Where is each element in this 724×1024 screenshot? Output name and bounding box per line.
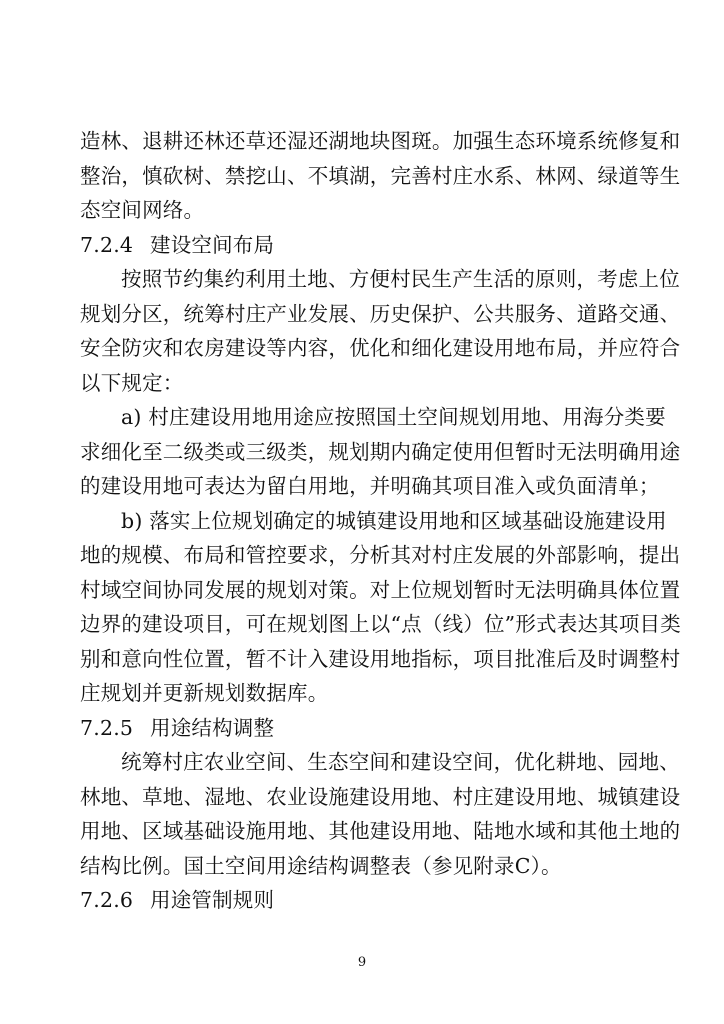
section-title: 用途管制规则: [150, 888, 275, 912]
paragraph-line: 统筹村庄农业空间、生态空间和建设空间，优化耕地、园地、: [121, 750, 680, 774]
paragraph-line: 态空间网络。: [80, 198, 205, 222]
paragraph-line: 庄规划并更新规划数据库。: [80, 681, 329, 705]
list-item-b: b) 落实上位规划确定的城镇建设用地和区域基础设施建设用: [121, 509, 667, 533]
section-heading-7-2-5: [80, 715, 274, 741]
paragraph-line: 以下规定：: [80, 371, 184, 395]
paragraph-line: 村域空间协同发展的规划对策。对上位规划暂时无法明确具体位置: [80, 578, 681, 602]
page-number: 9: [357, 955, 367, 970]
paragraph-line: 安全防灾和农房建设等内容，优化和细化建设用地布局，并应符合: [80, 336, 681, 360]
paragraph-line: 的建设用地可表达为留白用地，并明确其项目准入或负面清单；: [80, 474, 660, 498]
section-number: 7.2.4: [80, 233, 134, 257]
paragraph-line: 规划分区，统筹村庄产业发展、历史保护、公共服务、道路交通、: [80, 302, 681, 326]
list-item-a: a) 村庄建设用地用途应按照国土空间规划用地、用海分类要: [121, 405, 666, 429]
paragraph-line: 造林、退耕还林还草还湿还湖地块图斑。加强生态环境系统修复和: [80, 129, 681, 153]
paragraph-line: 别和意向性位置，暂不计入建设用地指标，项目批准后及时调整村: [80, 647, 681, 671]
paragraph-line: 求细化至二级类或三级类，规划期内确定使用但暂时无法明确用途: [80, 440, 681, 464]
section-title: 建设空间布局: [150, 233, 275, 257]
section-number: 7.2.6: [80, 888, 134, 912]
section-heading-7-2-4: [80, 232, 274, 258]
section-number: 7.2.5: [80, 716, 134, 740]
paragraph-line: 林地、草地、湿地、农业设施建设用地、村庄建设用地、城镇建设: [80, 785, 681, 809]
section-heading-7-2-6: [80, 887, 274, 913]
paragraph-line: 结构比例。国土空间用途结构调整表（参见附录C）。: [80, 854, 562, 878]
paragraph-line: 用地、区域基础设施用地、其他建设用地、陆地水域和其他土地的: [80, 819, 681, 843]
paragraph-line: 边界的建设项目，可在规划图上以“点（线）位”形式表达其项目类: [80, 612, 681, 636]
section-title: 用途结构调整: [150, 716, 275, 740]
paragraph-line: 地的规模、布局和管控要求，分析其对村庄发展的外部影响，提出: [80, 543, 681, 567]
paragraph-line: 整治，慎砍树、禁挖山、不填湖，完善村庄水系、林网、绿道等生: [80, 164, 681, 188]
paragraph-line: 按照节约集约利用土地、方便村民生产生活的原则，考虑上位: [121, 267, 680, 291]
